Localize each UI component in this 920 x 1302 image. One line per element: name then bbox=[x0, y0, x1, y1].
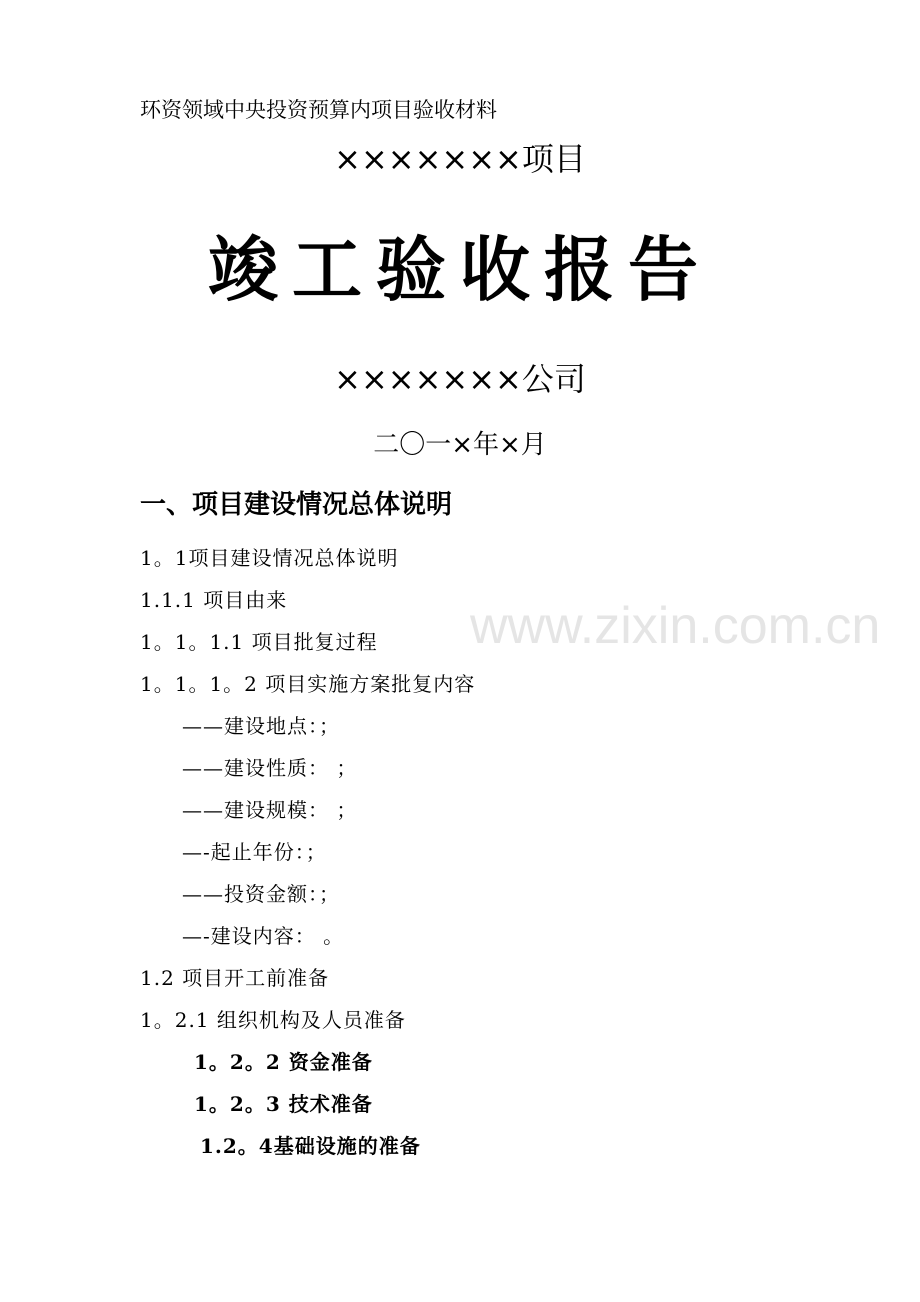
header-note: 环资领域中央投资预算内项目验收材料 bbox=[140, 98, 497, 122]
detail-location: ——建设地点：； bbox=[182, 714, 340, 738]
company-name: ×××××××公司 bbox=[334, 360, 586, 398]
detail-investment: ——投资金额：； bbox=[182, 882, 340, 906]
report-date: 二〇一×年×月 bbox=[373, 430, 547, 460]
project-title: ×××××××项目 bbox=[334, 140, 586, 178]
detail-period: —-起止年份：； bbox=[182, 840, 327, 864]
detail-scale: ——建设规模： ； bbox=[182, 798, 358, 822]
report-title: 竣工验收报告 bbox=[208, 228, 712, 311]
toc-item-1-1-1-1: 1。1。1.1 项目批复过程 bbox=[140, 630, 378, 654]
watermark: www.zixin.com.cn bbox=[470, 597, 881, 655]
toc-item-1-2: 1.2 项目开工前准备 bbox=[140, 966, 330, 990]
toc-item-1-2-4: 1.2。4基础设施的准备 bbox=[200, 1134, 421, 1158]
detail-nature: ——建设性质： ； bbox=[182, 756, 358, 780]
toc-item-1-2-2: 1。2。2 资金准备 bbox=[194, 1050, 373, 1074]
detail-content: —-建设内容： 。 bbox=[182, 924, 345, 948]
toc-item-1-1-1: 1.1.1 项目由来 bbox=[140, 588, 288, 612]
toc-item-1-2-1: 1。2.1 组织机构及人员准备 bbox=[140, 1008, 406, 1032]
toc-item-1-2-3: 1。2。3 技术准备 bbox=[194, 1092, 373, 1116]
toc-item-1-1-1-2: 1。1。1。2 项目实施方案批复内容 bbox=[140, 672, 476, 696]
toc-item-1-1: 1。1项目建设情况总体说明 bbox=[140, 546, 399, 570]
section-heading: 一、项目建设情况总体说明 bbox=[140, 490, 453, 520]
